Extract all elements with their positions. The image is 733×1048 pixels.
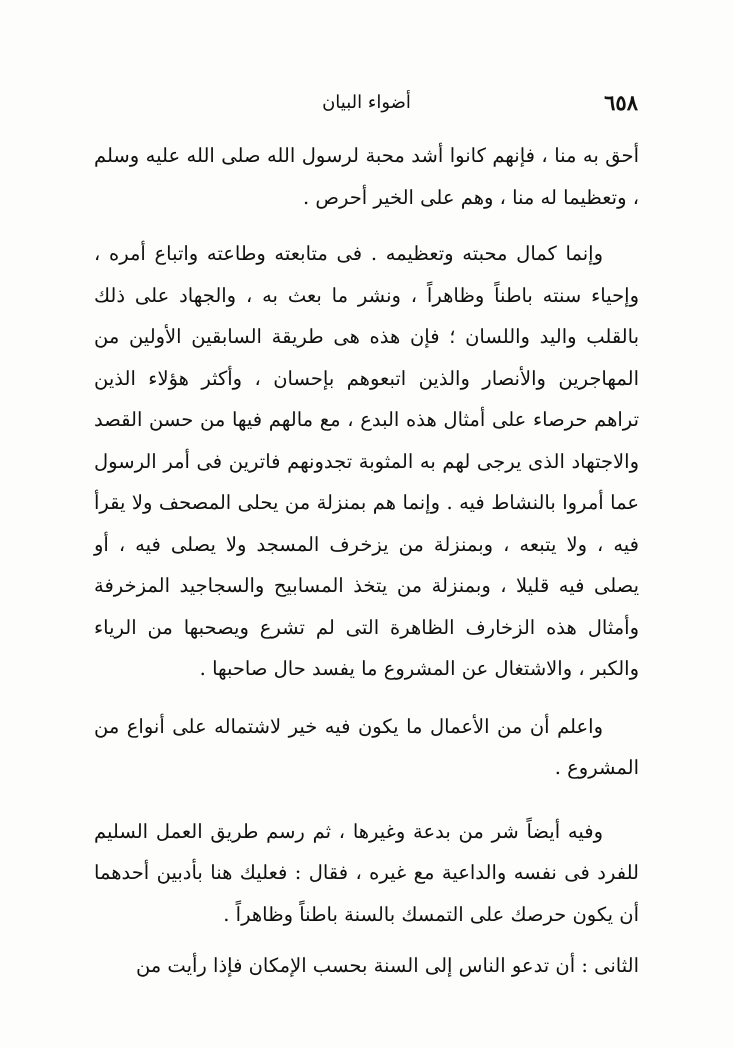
page-header <box>95 90 638 118</box>
book-title: أضواء البيان <box>322 92 411 113</box>
paragraph-2: وإنما كمال محبته وتعظيمه . فى متابعته وطاعته واتباع أمره ، وإحياء سنته باطناً وظاهراً ، ونشر ما بعث به ، والجهاد على ذلك بالقلب واليد واللسان ؛ فإن هذه هى طريقة السابقين الأولين من المهاجرين والأنصار والذين اتبعوهم بإحسان ، وأكثر هؤلاء الذين تراهم حرصاء على أمثال هذه البدع ، مع مالهم فيها من حسن القصد والاجتهاد الذى يرجى لهم به المثوبة تجدونهم فاترين فى أمر الرسول عما أمروا بالنشاط فيه . وإنما هم بمنزلة من يحلى المصحف ولا يقرأ فيه ، ولا يتبعه ، وبمنزلة من يزخرف المسجد ولا يصلى فيه ، أو يصلى فيه قليلا ، وبمنزلة من يتخذ المسابيح والسجاجيد المزخرفة وأمثال هذه الزخارف الظاهرة التى لم تشرع ويصحبها من الرياء والكبر ، والاشتغال عن المشروع ما يفسد حال صاحبها . <box>94 242 639 680</box>
paragraph-1: أحق به منا ، فإنهم كانوا أشد محبة لرسول الله صلى الله عليه وسلم ، وتعظيما له منا ، وهم على الخير أحرص . <box>94 144 639 209</box>
paragraph-4: وفيه أيضاً شر من بدعة وغيرها ، ثم رسم طريق العمل السليم للفرد فى نفسه والداعية مع غيره ، فقال : فعليك هنا بأدبين أحدهما أن يكون حرصك على التمسك بالسنة باطناً وظاهراً . <box>94 819 639 926</box>
paragraph-5: الثانى : أن تدعو الناس إلى السنة بحسب الإمكان فإذا رأيت من <box>135 954 639 977</box>
page-number: ٦٥٨ <box>604 90 638 115</box>
page-body <box>94 135 639 987</box>
paragraph-3: واعلم أن من الأعمال ما يكون فيه خير لاشتماله على أنواع من المشروع . <box>94 714 639 779</box>
